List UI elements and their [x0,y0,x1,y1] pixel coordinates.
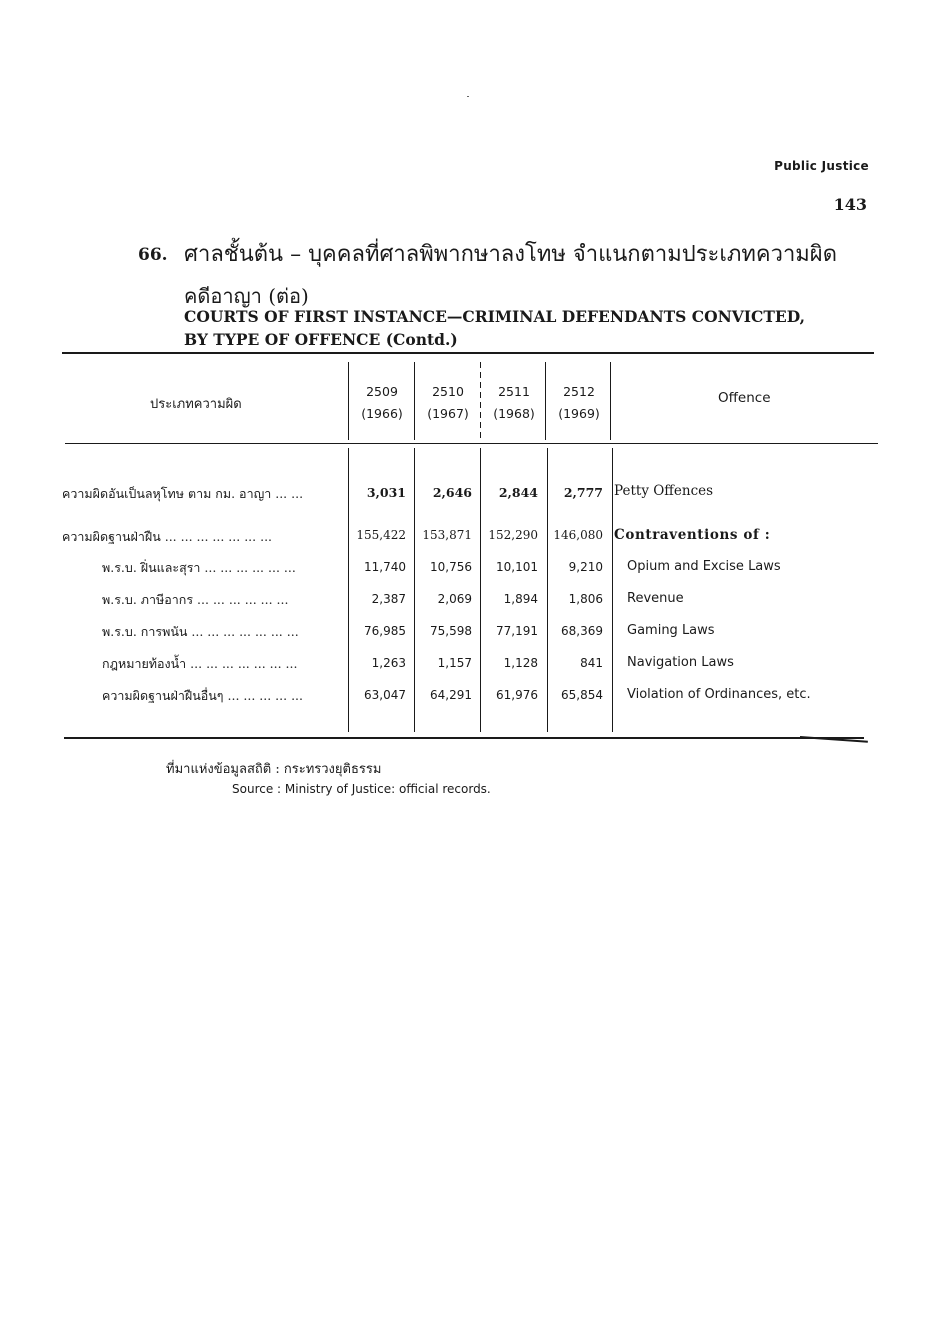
table-cell: 2,069 [437,592,472,606]
table-cell: 152,290 [488,528,538,542]
table-cell: 1,806 [568,592,603,606]
table-cell: 63,047 [364,688,406,702]
row-label-thai: ความผิดฐานฝ่าฝืนอื่นๆ ... ... ... ... ... [102,688,303,703]
column-header-offence: Offence [718,390,771,406]
table-cell: 64,291 [430,688,472,702]
year-ce: (1967) [427,406,469,421]
column-header-thai: ประเภทความผิด [150,397,242,412]
year-header-2512 [549,381,609,425]
table-cell: 10,101 [496,560,538,574]
row-label-thai: พ.ร.บ. ฝิ่นและสุรา ... ... ... ... ... ... [102,560,296,575]
row-label-english: Revenue [627,591,684,606]
row-label-thai: ความผิดฐานฝ่าฝืน ... ... ... ... ... ... ... [62,529,273,544]
row-label-english: Opium and Excise Laws [627,559,781,574]
column-divider [480,362,481,440]
table-cell: 68,369 [561,624,603,638]
table-cell: 2,777 [563,485,603,500]
english-title-line1: COURTS OF FIRST INSTANCE—CRIMINAL DEFENDANTS CONVICTED, [184,307,806,326]
table-cell: 1,128 [503,656,538,670]
year-be: 2512 [563,384,595,399]
row-label-thai: พ.ร.บ. การพนัน ... ... ... ... ... ... ... [102,624,299,639]
table-cell: 1,157 [437,656,472,670]
year-ce: (1966) [361,406,403,421]
year-be: 2510 [432,384,464,399]
year-ce: (1969) [558,406,600,421]
table-cell: 155,422 [356,528,406,542]
table-top-rule [62,352,874,354]
table-bottom-rule [64,737,864,739]
row-label-english: Petty Offences [614,483,714,499]
thai-title-line1: ศาลชั้นต้น – บุคคลที่ศาลพิพากษาลงโทษ จำแนกตามประเภทความผิด [184,242,837,267]
table-cell: 77,191 [496,624,538,638]
table-cell: 153,871 [422,528,472,542]
thai-title-line2: คดีอาญา (ต่อ) [184,284,309,308]
column-divider [348,362,349,440]
table-cell: 841 [580,656,603,670]
table-cell: 61,976 [496,688,538,702]
column-divider [610,362,611,440]
table-cell: 75,598 [430,624,472,638]
row-label-thai: กฎหมายท้องน้ำ ... ... ... ... ... ... ... [102,656,298,671]
column-divider [612,448,613,732]
year-header-2511 [484,381,544,425]
column-divider [414,362,415,440]
table-cell: 146,080 [553,528,603,542]
section-header: Public Justice [774,159,869,173]
row-label-english: Violation of Ordinances, etc. [627,687,811,702]
english-title-line2: BY TYPE OF OFFENCE (Contd.) [184,330,458,349]
source-note-thai: ที่มาแห่งข้อมูลสถิติ : กระทรวงยุติธรรม [166,762,382,777]
year-be: 2509 [366,384,398,399]
table-cell: 1,263 [371,656,406,670]
year-header-2509 [352,381,412,425]
table-cell: 65,854 [561,688,603,702]
year-ce: (1968) [493,406,535,421]
table-number: 66. [138,245,168,265]
year-header-2510 [418,381,478,425]
table-cell: 2,844 [498,485,538,500]
table-cell: 11,740 [364,560,406,574]
table-cell: 2,387 [371,592,406,606]
table-cell: 3,031 [366,485,406,500]
row-label-thai: ความผิดอันเป็นลหุโทษ ตาม กม. อาญา ... ... [62,486,304,501]
row-label-thai: พ.ร.บ. ภาษีอากร ... ... ... ... ... ... [102,592,289,607]
table-cell: 1,894 [503,592,538,606]
table-cell: 9,210 [568,560,603,574]
row-label-english: Contraventions of : [614,527,771,543]
year-be: 2511 [498,384,530,399]
header-separator-rule [65,443,878,444]
table-cell: 10,756 [430,560,472,574]
row-label-english: Gaming Laws [627,623,715,638]
page-number: 143 [833,195,867,214]
speck [467,96,469,97]
column-divider [545,362,546,440]
table-cell: 76,985 [364,624,406,638]
source-note-english: Source : Ministry of Justice: official records. [232,782,491,796]
row-label-english: Navigation Laws [627,655,734,670]
table-cell: 2,646 [432,485,472,500]
